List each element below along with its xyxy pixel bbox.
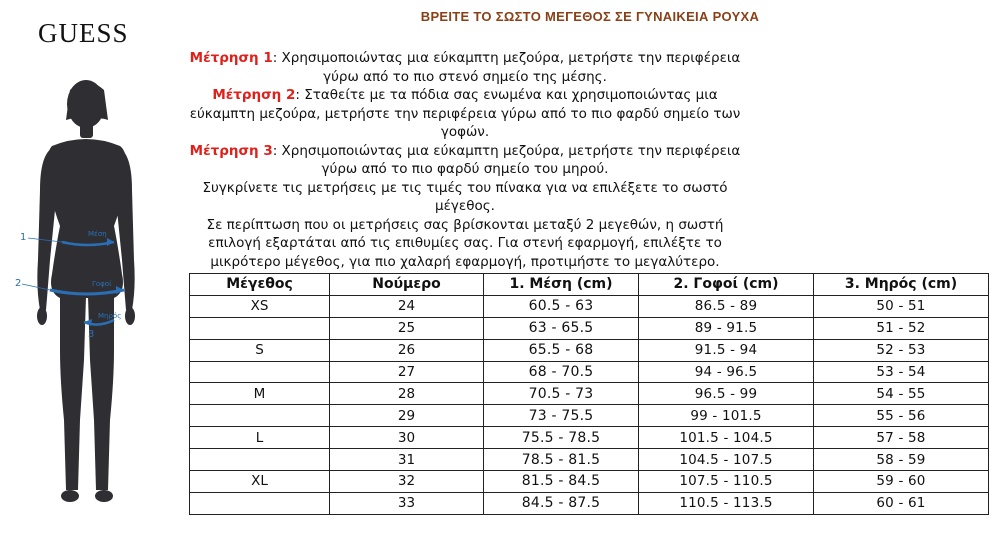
page-title: ΒΡΕΙΤΕ ΤΟ ΣΩΣΤΟ ΜΕΓΕΘΟΣ ΣΕ ΓΥΝΑΙΚΕΙΑ ΡΟΥΧΑ	[420, 9, 760, 24]
cell-thigh: 59 - 60	[814, 471, 989, 493]
cell-thigh: 51 - 52	[814, 317, 989, 339]
table-row	[190, 339, 989, 361]
cell-number: 30	[330, 427, 484, 449]
measure-2-label: Μέτρηση 2	[212, 87, 296, 103]
label-1-name: Μέση	[88, 230, 107, 238]
cell-thigh: 54 - 55	[814, 383, 989, 405]
instruction-1	[180, 49, 750, 86]
measure-3-label: Μέτρηση 3	[189, 142, 273, 159]
table-row	[190, 449, 989, 471]
cell-size	[190, 317, 330, 339]
cell-waist: 84.5 - 87.5	[484, 492, 639, 514]
cell-number: 28	[330, 383, 484, 405]
cell-waist: 60.5 - 63	[484, 295, 639, 317]
cell-hips: 104.5 - 107.5	[639, 449, 814, 471]
cell-hips: 99 - 101.5	[639, 405, 814, 427]
cell-hips: 94 - 96.5	[639, 361, 814, 383]
label-1-number: 1	[20, 232, 27, 243]
cell-size	[190, 361, 330, 383]
cell-hips: 86.5 - 89	[639, 295, 814, 317]
cell-thigh: 57 - 58	[814, 427, 989, 449]
cell-number: 25	[330, 317, 484, 339]
label-3-number: 3	[88, 329, 95, 340]
table-header-row	[190, 274, 989, 296]
cell-waist: 73 - 75.5	[484, 405, 639, 427]
cell-number: 31	[330, 449, 484, 471]
cell-hips: 96.5 - 99	[639, 383, 814, 405]
instruction-1-text: : Χρησιμοποιώντας μια εύκαμπτη μεζούρα, μετρήστε την περιφέρεια γύρω από το πιο στενό σημείο της μέσης.	[272, 50, 741, 85]
cell-size: L	[190, 427, 330, 449]
cell-thigh: 53 - 54	[814, 361, 989, 383]
label-3-name: Μηρός	[98, 312, 122, 320]
cell-number: 27	[330, 361, 484, 383]
table-body	[190, 295, 989, 514]
header-size: Μέγεθος	[190, 274, 330, 296]
table-row	[190, 295, 989, 317]
instruction-between-sizes: Σε περίπτωση που οι μετρήσεις σας βρίσκονται μεταξύ 2 μεγεθών, η σωστή επιλογή εξαρτάται από τις επιθυμίες σας. Για στενή εφαρμογή, επιλέξτε το μικρότερο μέγεθος, για πιο χαλαρή εφαρμογή, προτιμήστε το μεγαλύτερο.	[206, 216, 724, 270]
measure-1-label: Μέτρηση 1	[189, 50, 273, 66]
cell-thigh: 52 - 53	[814, 339, 989, 361]
cell-number: 33	[330, 492, 484, 514]
label-2-name: Γοφοί	[92, 280, 112, 288]
cell-waist: 70.5 - 73	[484, 383, 639, 405]
size-chart-table	[189, 273, 989, 515]
table-row	[190, 471, 989, 493]
instruction-compare: Συγκρίνετε τις μετρήσεις με τις τιμές του πίνακα για να επιλέξετε το σωστό μέγεθος.	[202, 179, 728, 214]
cell-size	[190, 492, 330, 514]
cell-size	[190, 449, 330, 471]
cell-size	[190, 405, 330, 427]
table-row	[190, 492, 989, 514]
cell-size: S	[190, 339, 330, 361]
cell-number: 29	[330, 405, 484, 427]
instruction-3-text: : Χρησιμοποιώντας μια εύκαμπτη μεζούρα, μετρήστε την περιφέρεια γύρω από το πιο φαρδύ σημείο του μηρού.	[272, 142, 741, 177]
instruction-3	[180, 142, 750, 179]
cell-thigh: 60 - 61	[814, 492, 989, 514]
header-hips: 2. Γοφοί (cm)	[639, 274, 814, 296]
cell-waist: 65.5 - 68	[484, 339, 639, 361]
table-row	[190, 405, 989, 427]
header-thigh: 3. Μηρός (cm)	[814, 274, 989, 296]
cell-hips: 101.5 - 104.5	[639, 427, 814, 449]
instructions-block	[180, 49, 750, 271]
cell-thigh: 55 - 56	[814, 405, 989, 427]
body-measurement-diagram	[0, 60, 190, 530]
cell-number: 32	[330, 471, 484, 493]
cell-size: XL	[190, 471, 330, 493]
cell-hips: 91.5 - 94	[639, 339, 814, 361]
table-row	[190, 317, 989, 339]
cell-hips: 110.5 - 113.5	[639, 492, 814, 514]
cell-waist: 63 - 65.5	[484, 317, 639, 339]
guess-logo: GUESS	[38, 18, 129, 48]
instruction-2-text: : Σταθείτε με τα πόδια σας ενωμένα και χρησιμοποιώντας μια εύκαμπτη μεζούρα, μετρήστε την περιφέρεια γύρω από το πιο φαρδύ σημείο των γοφών.	[189, 87, 741, 140]
cell-waist: 81.5 - 84.5	[484, 471, 639, 493]
instruction-2	[180, 86, 750, 142]
cell-thigh: 58 - 59	[814, 449, 989, 471]
header-number: Νούμερο	[330, 274, 484, 296]
cell-waist: 75.5 - 78.5	[484, 427, 639, 449]
label-2-number: 2	[15, 278, 22, 289]
cell-hips: 89 - 91.5	[639, 317, 814, 339]
header-waist: 1. Μέση (cm)	[484, 274, 639, 296]
cell-thigh: 50 - 51	[814, 295, 989, 317]
table-row	[190, 427, 989, 449]
cell-size: XS	[190, 295, 330, 317]
table-row	[190, 383, 989, 405]
cell-waist: 78.5 - 81.5	[484, 449, 639, 471]
cell-size: M	[190, 383, 330, 405]
cell-number: 24	[330, 295, 484, 317]
cell-waist: 68 - 70.5	[484, 361, 639, 383]
cell-hips: 107.5 - 110.5	[639, 471, 814, 493]
table-row	[190, 361, 989, 383]
cell-number: 26	[330, 339, 484, 361]
